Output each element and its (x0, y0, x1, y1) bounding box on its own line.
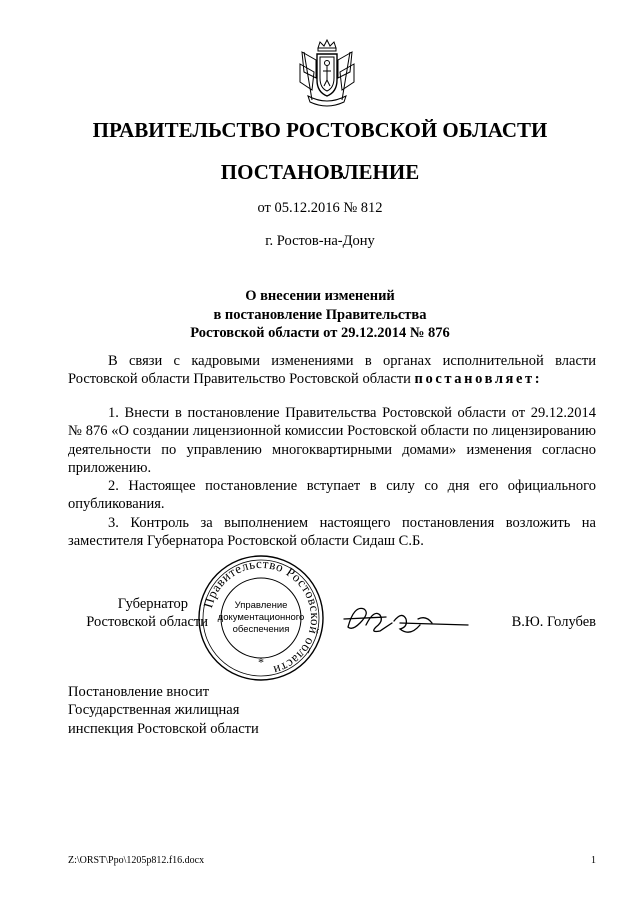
government-title: ПРАВИТЕЛЬСТВО РОСТОВСКОЙ ОБЛАСТИ (92, 118, 548, 142)
official-stamp (196, 553, 326, 683)
signatory-position (68, 595, 208, 632)
submitter-line: инспекция Ростовской области (68, 720, 259, 737)
stamp-inner-line: Управление (234, 600, 288, 611)
preamble-colon: : (534, 371, 540, 388)
item-3-paragraph: 3. Контроль за выполнением настоящего постановления возложить на заместителя Губернатора Ростовской области Сидаш С.Б. (68, 515, 596, 550)
stamp-star: * (258, 655, 264, 669)
city-line: г. Ростов-на-Дону (265, 233, 375, 249)
title-line: О внесении изменений (245, 288, 395, 304)
preamble-verb: постановляет (414, 371, 535, 388)
position-line: Ростовской области (86, 614, 208, 631)
submitter-line: Постановление вносит (68, 684, 210, 700)
item-2-paragraph: 2. Настоящее постановление вступает в силу со дня его официального опубликования. (68, 478, 596, 513)
item-1-paragraph: 1. Внести в постановление Правительства Ростовской области от 29.12.2014 № 876 «О создании лицензионной комиссии Ростовской области по лицензированию деятельности по управлению многоквартирными домами» изменения согласно приложению. (68, 405, 596, 477)
stamp-inner-line: документационного (217, 612, 305, 623)
file-path: Z:\ORST\Ppo\1205p812.f16.docx (68, 855, 205, 866)
stamp-ring-text: Правительство Ростовской области (200, 555, 324, 679)
position-line: Губернатор (117, 596, 188, 612)
coat-of-arms-emblem (296, 38, 358, 110)
signatory-name: В.Ю. Голубев (511, 614, 596, 630)
title-line: Ростовской области от 29.12.2014 № 876 (190, 325, 450, 341)
page-number: 1 (591, 855, 596, 866)
stamp-inner-line: обеспечения (232, 624, 290, 635)
document-title (0, 287, 640, 343)
submitter-note (68, 683, 468, 738)
submitter-line: Государственная жилищная (68, 702, 240, 719)
title-line: в постановление Правительства (213, 306, 427, 323)
date-and-number: от 05.12.2016 № 812 (257, 200, 383, 216)
preamble-paragraph (68, 352, 596, 389)
document-type: ПОСТАНОВЛЕНИЕ (220, 160, 420, 184)
preamble-text: В связи с кадровыми изменениями в органах исполнительной власти Ростовской области Правительство Ростовской области (68, 353, 596, 388)
